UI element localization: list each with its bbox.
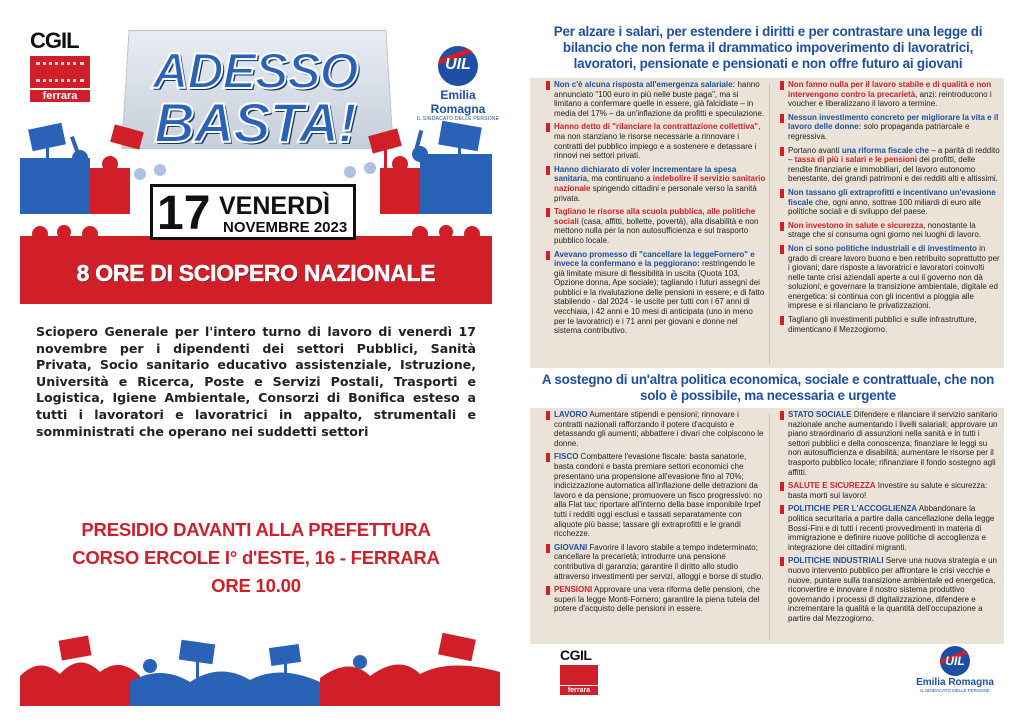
cgil-logo-word: CGIL	[30, 28, 79, 53]
uil-logo	[412, 46, 504, 122]
cgil-logo-small-city: ferrara	[560, 685, 598, 695]
list-item: GIOVANI Favorire il lavoro stabile a tempo indeterminato; cancellare la precarietà; introdurre una pensione contributiva di garanzia; garantire il diritto allo studio attraverso investimenti per servizi, alloggi e borse di studio.	[546, 543, 766, 581]
list-item: POLITICHE PER L'ACCOGLIENZA Abbandonare la politica securitaria a partire dalla cancellazione della legge Bossi-Fini e di tutti i recenti provvedimenti in materia di immigrazione e definire nuove politiche di accoglienza e integrazione dei cittadini migranti.	[780, 504, 1000, 552]
list-item: FISCO Combattere l'evasione fiscale: basta sanatorie, basta condoni e basta premiare settori economici che presentano una propensione all'evasione fino al 70%; indicizzazione automatica all'inflazione delle detrazioni da lavoro e da pensione; promuovere un fisco progressivo: no alla Flat tax; riportare all'interno della base imponibile Irpef tutti i redditi oggi esclusi e tassati separatamente con aliquote più basse; tassare gli extraprofitti e le grandi ricchezze.	[546, 452, 766, 538]
bottom-crowd-icon	[20, 626, 500, 706]
cgil-logo-block	[30, 56, 90, 102]
hero-title-line2: BASTA!	[154, 91, 356, 154]
list-item: Tagliano le risorse alla scuola pubblica, alle politiche sociali (casa, affitti, bollette, povertà), alla disabilità e non mettono nulla per la non autosufficienza e sul trasporto pubblico locale.	[546, 207, 766, 245]
strike-description: Sciopero Generale per l'intero turno di lavoro di venerdì 17 novembre per i dipendenti dei settori Pubblici, Sanità Privata, Socio sanitario educativo assistenziale, Istruzione, Università e Ricerca, Poste e Servizi Postali, Trasporti e Logistica, Igiene Ambientale, Consorzi di Bonifica esteso a tutti i lavoratori e lavoratrici in appalto, strumentali e somministrati che operano nei suddetti settori	[36, 324, 476, 439]
list-item: Non fanno nulla per il lavoro stabile e di qualità e non intervengono contro la precarietà, anzi: reintroducono i voucher e liberalizzano il lavoro a termine.	[780, 80, 1000, 109]
cgil-logo-city: ferrara	[30, 88, 90, 102]
right-main-heading: Per alzare i salari, per estendere i diritti e per contrastare una legge di bilancio che non ferma il drammatico impoverimento di lavoratrici, lavoratori, pensionate e pensionati e non offre futuro ai giovani	[553, 24, 983, 71]
grievances-column-left	[546, 80, 766, 340]
date-box	[150, 184, 356, 240]
date-month-year: NOVEMBRE 2023	[223, 219, 348, 236]
bottom-crowd-illustration	[20, 626, 500, 706]
list-item: Hanno dichiarato di voler incrementare la spesa sanitaria, ma continuano a indebolire il servizio sanitario nazionale spingendo cittadini e personale verso la sanità privata.	[546, 165, 766, 203]
column-divider-bottom	[769, 414, 770, 640]
uil-logo-small-letters: UIL	[945, 654, 965, 668]
presidio-line2: CORSO ERCOLE I° d'ESTE, 16 - FERRARA	[72, 547, 440, 568]
presidio-info	[0, 516, 512, 600]
cgil-logo	[30, 30, 92, 102]
presidio-line3: ORE 10.00	[211, 575, 301, 596]
right-page	[512, 0, 1024, 724]
date-day-number: 17	[157, 187, 211, 240]
proposals-column-right	[780, 410, 1000, 627]
list-item: Portano avanti una riforma fiscale che – a parità di reddito – tassa di più i salari e le pensioni dei profitti, delle rendite finanziarie e immobiliari, del lavoro autonomo benestante, dei grandi patrimoni e dei redditi alti e altissimi.	[780, 146, 1000, 184]
cgil-logo-pattern	[36, 62, 84, 82]
list-item: SALUTE E SICUREZZA Investire su salute e sicurezza: basta morti sui lavoro!	[780, 481, 1000, 500]
uil-logo-region: Emilia Romagna	[430, 88, 486, 116]
right-subheading: A sostegno di un'altra politica economica, sociale e contrattuale, che non solo è possibile, ma necessaria e urgente	[541, 372, 995, 403]
uil-logo-letters: UIL	[445, 56, 471, 73]
cgil-logo-small-block	[560, 665, 598, 695]
list-item: Tagliano gli investimenti pubblici e sulle infrastrutture, dimenticano il Mezzogiorno.	[780, 315, 1000, 334]
list-item: Non investono in salute e sicurezza, nonostante la strage che si consuma ogni giorno nei luoghi di lavoro.	[780, 221, 1000, 240]
uil-logo-small-mark	[940, 646, 970, 676]
list-item: Non tassano gli extraprofitti e incentivano un'evasione fiscale che, ogni anno, sottrae 100 miliardi di euro alle politiche sociali e di sviluppo del paese.	[780, 188, 1000, 217]
list-item: Nessun investimento concreto per migliorare la vita e il lavoro delle donne: solo propaganda patriarcale e regressiva.	[780, 113, 1000, 142]
cgil-logo-small-word: CGIL	[560, 647, 592, 663]
list-item: Hanno detto di "rilanciare la contrattazione collettiva", ma non stanziano le risorse necessarie a rinnovare i contratti del pubblico impiego e a sostenere e detassare i rinnovi nei settori privati.	[546, 122, 766, 160]
list-item: Avevano promesso di "cancellare la leggeFornero" e invece la confermano e la peggiorano: restringendo le già limitate misure di flessibilità in uscita (Quota 103, Opzione donna, Ape sociale); tagliando i futuri assegni dei pubblici e la rivalutazione delle pensioni in essere; e di fatto stabilendo - dal 2024 - le uscite per tutti con i 67 anni di vecchiaia, i 42 anni e 10 mesi di anticipata (uno in meno per le lavoratrici) e i 71 anni per giovani e donne nel sistema contributivo.	[546, 250, 766, 336]
uil-logo-small-tagline: IL SINDACATO DELLE PERSONE	[920, 688, 990, 693]
list-item: STATO SOCIALE Difendere e rilanciare il servizio sanitario nazionale anche aumentando i livelli salariali; approvare un piano straordinario di assunzioni nella sanità e in tutti i settori pubblici e della conoscenza; finanziare le leggi su non autosufficienza e disabilità; aumentare le risorse per il trasporto pubblico locale; rifinanziare il fondo sostegno agli affitti.	[780, 410, 1000, 477]
proposals-column-left	[546, 410, 766, 618]
uil-logo-mark	[438, 46, 478, 86]
uil-logo-small-region: Emilia Romagna	[916, 677, 994, 688]
presidio-line1: PRESIDIO DAVANTI ALLA PREFETTURA	[81, 519, 431, 540]
uil-logo-small	[908, 646, 1002, 693]
list-item: PENSIONI Approvare una vera riforma delle pensioni, che superi la legge Monti-Fornero; garantire la piena tutela del potere d'acquisto delle pensioni in essere.	[546, 585, 766, 614]
strike-heading: 8 ORE DI SCIOPERO NAZIONALE	[76, 260, 436, 286]
uil-logo-tagline: IL SINDACATO DELLE PERSONE	[416, 116, 500, 122]
date-weekday: VENERDÌ	[219, 192, 331, 220]
list-item: LAVORO Aumentare stipendi e pensioni; rinnovare i contratti nazionali rafforzando il potere d'acquisto e detassando gli aumenti; abbattere i divari che colpiscono le donne.	[546, 410, 766, 448]
grievances-column-right	[780, 80, 1000, 338]
cgil-logo-small	[560, 648, 600, 695]
column-divider-top	[769, 84, 770, 364]
list-item: POLITICHE INDUSTRIALI Serve una nuova strategia e un nuovo intervento pubblico per affrontare le crisi vecchie e nuove, puntare sulla transizione ambientale ed energetica, riconvertire e innovare il nostro sistema produttivo governando i processi di digitalizzazione, difendere e incrementare la qualità e la quantità dell'occupazione a partire dal Mezzogiorno.	[780, 556, 1000, 623]
list-item: Non c'è alcuna risposta all'emergenza salariale: hanno annunciato "100 euro in più nelle buste paga", ma si limitano a confermare quelle in essere, già falcidiate – in media del 17% – da un'inflazione da profitti e speculazione.	[546, 80, 766, 118]
hero-title-line1: ADESSO	[152, 43, 358, 99]
list-item: Non ci sono politiche industriali e di investimento in grado di creare lavoro buono e ben retribuito soprattutto per i giovani; dare risposte a lavoratrici e lavoratori coinvolti nelle tante crisi aziendali aperte a cui il governo non dà soluzioni; e governare la transizione ambientale, digitale ed energetica: si continua con gli incentivi a pioggia alle imprese e si rilanciano le privatizzazioni.	[780, 244, 1000, 311]
